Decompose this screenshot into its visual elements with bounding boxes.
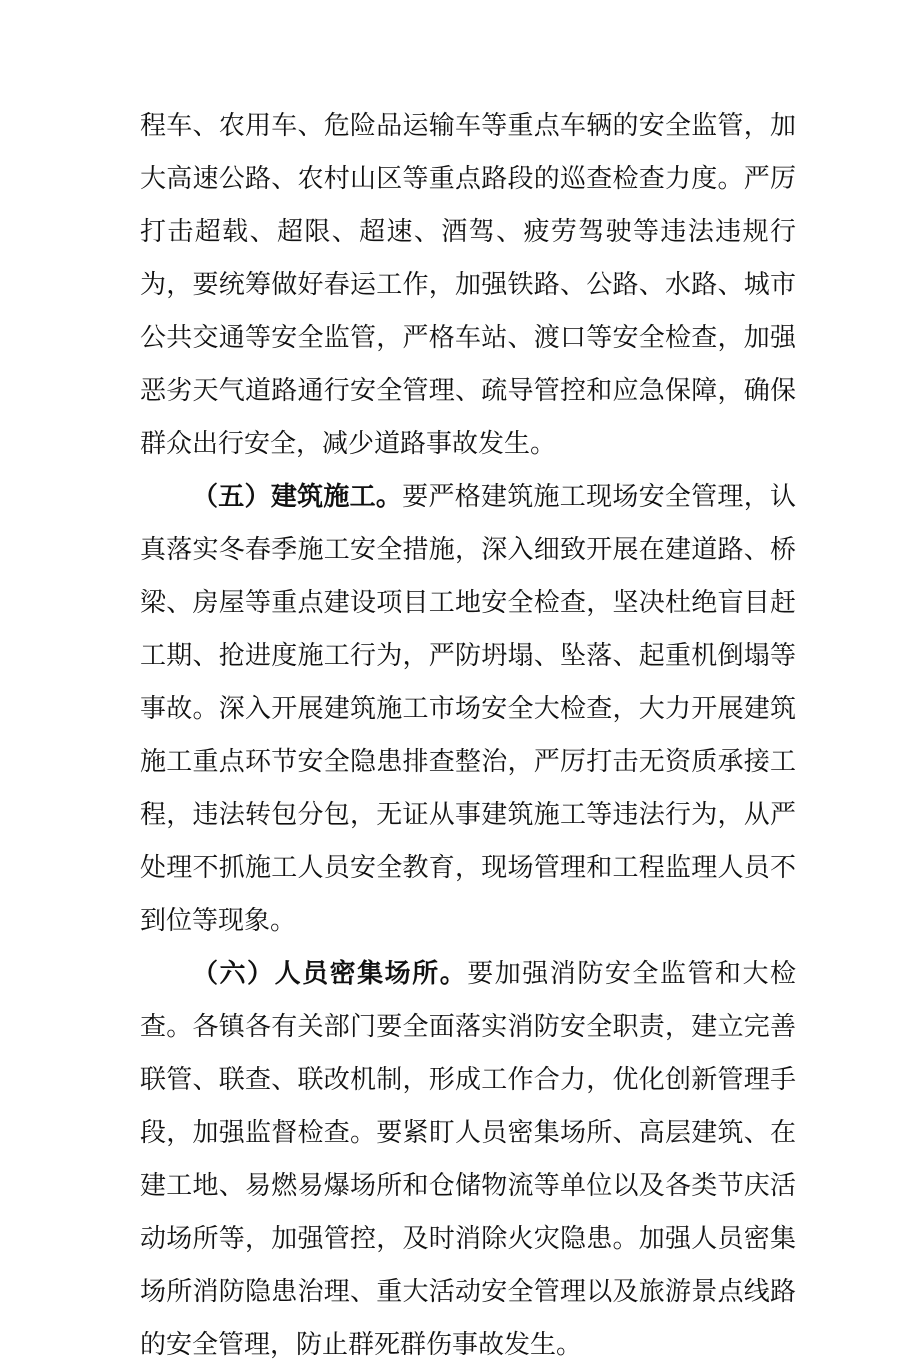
paragraph-traffic-continued [140, 100, 796, 471]
paragraph-construction [140, 471, 796, 948]
section-heading-crowded-places: （六）人员密集场所。 [192, 959, 468, 989]
paragraph-text: 程车、农用车、危险品运输车等重点车辆的安全监管，加大高速公路、农村山区等重点路段的巡查检查力度。严厉打击超载、超限、超速、酒驾、疲劳驾驶等违法违规行为，要统筹做好春运工作，加强铁路、公路、水路、城市公共交通等安全监管，严格车站、渡口等安全检查，加强恶劣天气道路通行安全管理、疏导管控和应急保障，确保群众出行安全，减少道路事故发生。 [140, 111, 796, 459]
paragraph-text: 要加强消防安全监管和大检查。各镇各有关部门要全面落实消防安全职责，建立完善联管、联查、联改机制，形成工作合力，优化创新管理手段，加强监督检查。要紧盯人员密集场所、高层建筑、在建工地、易燃易爆场所和仓储物流等单位以及各类节庆活动场所等，加强管控，及时消除火灾隐患。加强人员密集场所消防隐患治理、重大活动安全管理以及旅游景点线路的安全管理，防止群死群伤事故发生。 [140, 959, 796, 1360]
section-heading-construction: （五）建筑施工。 [192, 482, 403, 512]
paragraph-text: 要严格建筑施工现场安全管理，认真落实冬春季施工安全措施，深入细致开展在建道路、桥梁、房屋等重点建设项目工地安全检查，坚决杜绝盲目赶工期、抢进度施工行为，严防坍塌、坠落、起重机倒塌等事故。深入开展建筑施工市场安全大检查，大力开展建筑施工重点环节安全隐患排查整治，严厉打击无资质承接工程，违法转包分包，无证从事建筑施工等违法行为，从严处理不抓施工人员安全教育，现场管理和工程监理人员不到位等现象。 [140, 482, 796, 936]
paragraph-crowded-places [140, 948, 796, 1372]
document-body [140, 100, 796, 1372]
